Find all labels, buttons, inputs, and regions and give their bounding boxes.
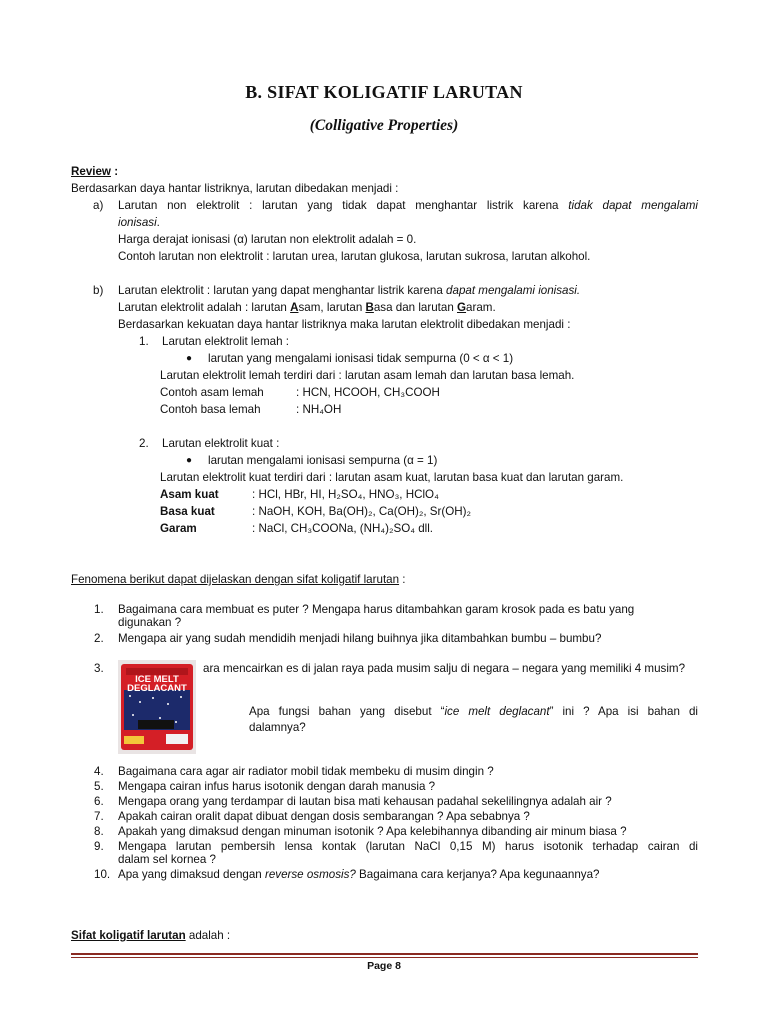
item-a-line3: Contoh larutan non elektrolit : larutan urea, larutan glukosa, larutan sukrosa, larutan alkohol. — [118, 250, 591, 263]
q3-sub-italic: ice melt deglacant — [444, 705, 550, 718]
review-colon: : — [110, 165, 119, 178]
q3-sub1: Apa fungsi bahan yang disebut “ — [249, 705, 445, 718]
item-b-line1-text: Larutan elektrolit : larutan yang dapat menghantar listrik karena — [118, 284, 447, 297]
ice-melt-label-2: DEGLACANT — [127, 683, 187, 694]
q10-pre: Apa yang dimaksud dengan — [118, 868, 265, 881]
page-subtitle: (Colligative Properties) — [309, 117, 459, 134]
lemah-bullet: larutan yang mengalami ionisasi tidak sempurna (0 < α < 1) — [208, 352, 514, 365]
q3-sub2: ” ini ? Apa isi bahan di — [549, 705, 698, 718]
item-a-text — [118, 198, 698, 215]
lemah-desc: Larutan elektrolit lemah terdiri dari : larutan asam lemah dan larutan basa lemah. — [160, 369, 575, 382]
q5-text: Mengapa cairan infus harus isotonik dengan darah manusia ? — [118, 780, 436, 793]
q8-number: 8. — [94, 825, 104, 838]
q9-line1: Mengapa larutan pembersih lensa kontak (larutan NaCl 0,15 M) harus isotonik terhadap cairan di — [118, 840, 698, 853]
sifat-heading-line — [71, 928, 230, 945]
item-b-line2 — [118, 300, 496, 317]
q9-line2: dalam sel kornea ? — [118, 853, 216, 866]
q10-number: 10. — [94, 868, 111, 881]
item-a-italic2: ionisasi — [118, 216, 157, 229]
sifat-heading: Sifat koligatif larutan — [71, 929, 186, 942]
q10-text — [118, 867, 599, 884]
ice-melt-product-image — [118, 660, 196, 754]
lemah-basa-label: Contoh basa lemah — [160, 403, 261, 416]
line2-g: aram. — [466, 301, 496, 314]
lemah-title: Larutan elektrolit lemah : — [162, 335, 289, 348]
q7-text: Apakah cairan oralit dapat dibuat dengan dosis sembarangan ? Apa sebabnya ? — [118, 810, 530, 823]
item-b-line1-italic: dapat mengalami ionisasi. — [446, 284, 581, 297]
fenomena-heading: Fenomena berikut dapat dijelaskan dengan sifat koligatif larutan — [71, 573, 400, 586]
item-b-marker: b) — [93, 284, 104, 297]
bullet-icon: ● — [186, 455, 193, 466]
review-heading-line — [71, 164, 118, 181]
q6-text: Mengapa orang yang terdampar di lautan bisa mati kehausan padahal sekelilingnya adalah air ? — [118, 795, 612, 808]
q9-number: 9. — [94, 840, 104, 853]
review-intro: Berdasarkan daya hantar listriknya, larutan dibedakan menjadi : — [71, 182, 399, 195]
q3-sub-line2: dalamnya? — [249, 721, 306, 734]
q1-number: 1. — [94, 603, 104, 616]
letter-a: A — [290, 301, 299, 314]
lemah-basa-value: : NH₄OH — [296, 403, 342, 416]
item-a-text-cont — [118, 215, 160, 232]
item-a-text1: Larutan non elektrolit : larutan yang tidak dapat menghantar listrik karena — [118, 199, 569, 212]
q8-text: Apakah yang dimaksud dengan minuman isotonik ? Apa kelebihannya dibanding air minum biasa ? — [118, 825, 627, 838]
kuat-asam-value: : HCl, HBr, HI, H₂SO₄, HNO₃, HClO₄ — [252, 488, 439, 501]
line2-pre: Larutan elektrolit adalah : larutan — [118, 301, 291, 314]
ice-melt-label — [124, 675, 190, 693]
fenomena-heading-line — [71, 572, 406, 589]
letter-b: B — [365, 301, 374, 314]
letter-g: G — [457, 301, 467, 314]
q10-post: Bagaimana cara kerjanya? Apa kegunaannya? — [355, 868, 600, 881]
item-a-marker: a) — [93, 199, 104, 212]
kuat-marker: 2. — [139, 437, 149, 450]
bullet-icon: ● — [186, 353, 193, 364]
kuat-bullet: larutan mengalami ionisasi sempurna (α = 1) — [208, 454, 438, 467]
ice-melt-label-1: ICE MELT — [135, 674, 179, 685]
lemah-asam-label: Contoh asam lemah — [160, 386, 264, 399]
item-b-line1 — [118, 283, 580, 300]
q3-text: ara mencairkan es di jalan raya pada musim salju di negara – negara yang memiliki 4 musim? — [203, 662, 686, 675]
lemah-asam-value: : HCN, HCOOH, CH₃COOH — [296, 386, 440, 399]
item-a-period: . — [156, 216, 160, 229]
q4-number: 4. — [94, 765, 104, 778]
q6-number: 6. — [94, 795, 104, 808]
item-a-line2: Harga derajat ionisasi (α) larutan non elektrolit adalah = 0. — [118, 233, 417, 246]
review-heading: Review — [71, 165, 111, 178]
kuat-title: Larutan elektrolit kuat : — [162, 437, 280, 450]
kuat-asam-label: Asam kuat — [160, 488, 219, 501]
page-number: Page 8 — [367, 960, 401, 972]
line2-a: sam, larutan — [298, 301, 366, 314]
kuat-garam-label: Garam — [160, 522, 197, 535]
q3-number: 3. — [94, 662, 104, 675]
q3-sub-line1 — [249, 704, 698, 721]
q7-number: 7. — [94, 810, 104, 823]
lemah-marker: 1. — [139, 335, 149, 348]
footer-rule-thick — [71, 953, 698, 955]
item-b-line3: Berdasarkan kekuatan daya hantar listriknya maka larutan elektrolit dibedakan menjadi : — [118, 318, 571, 331]
page-title: B. SIFAT KOLIGATIF LARUTAN — [245, 82, 523, 102]
sifat-post: adalah : — [185, 929, 231, 942]
q2-text: Mengapa air yang sudah mendidih menjadi hilang buihnya jika ditambahkan bumbu – bumbu? — [118, 632, 602, 645]
q2-number: 2. — [94, 632, 104, 645]
q1-line2: digunakan ? — [118, 616, 182, 629]
q4-text: Bagaimana cara agar air radiator mobil tidak membeku di musim dingin ? — [118, 765, 494, 778]
kuat-garam-value: : NaCl, CH₃COONa, (NH₄)₂SO₄ dll. — [252, 522, 434, 535]
q1-line1: Bagaimana cara membuat es puter ? Mengapa harus ditambahkan garam krosok pada es batu yang — [118, 603, 635, 616]
kuat-desc: Larutan elektrolit kuat terdiri dari : larutan asam kuat, larutan basa kuat dan larutan garam. — [160, 471, 624, 484]
kuat-basa-value: : NaOH, KOH, Ba(OH)₂, Ca(OH)₂, Sr(OH)₂ — [252, 505, 471, 518]
kuat-basa-label: Basa kuat — [160, 505, 215, 518]
line2-b: asa dan larutan — [373, 301, 458, 314]
q10-italic: reverse osmosis? — [264, 868, 356, 881]
item-a-italic: tidak dapat mengalami — [568, 199, 698, 212]
q5-number: 5. — [94, 780, 104, 793]
fenomena-colon: : — [399, 573, 406, 586]
